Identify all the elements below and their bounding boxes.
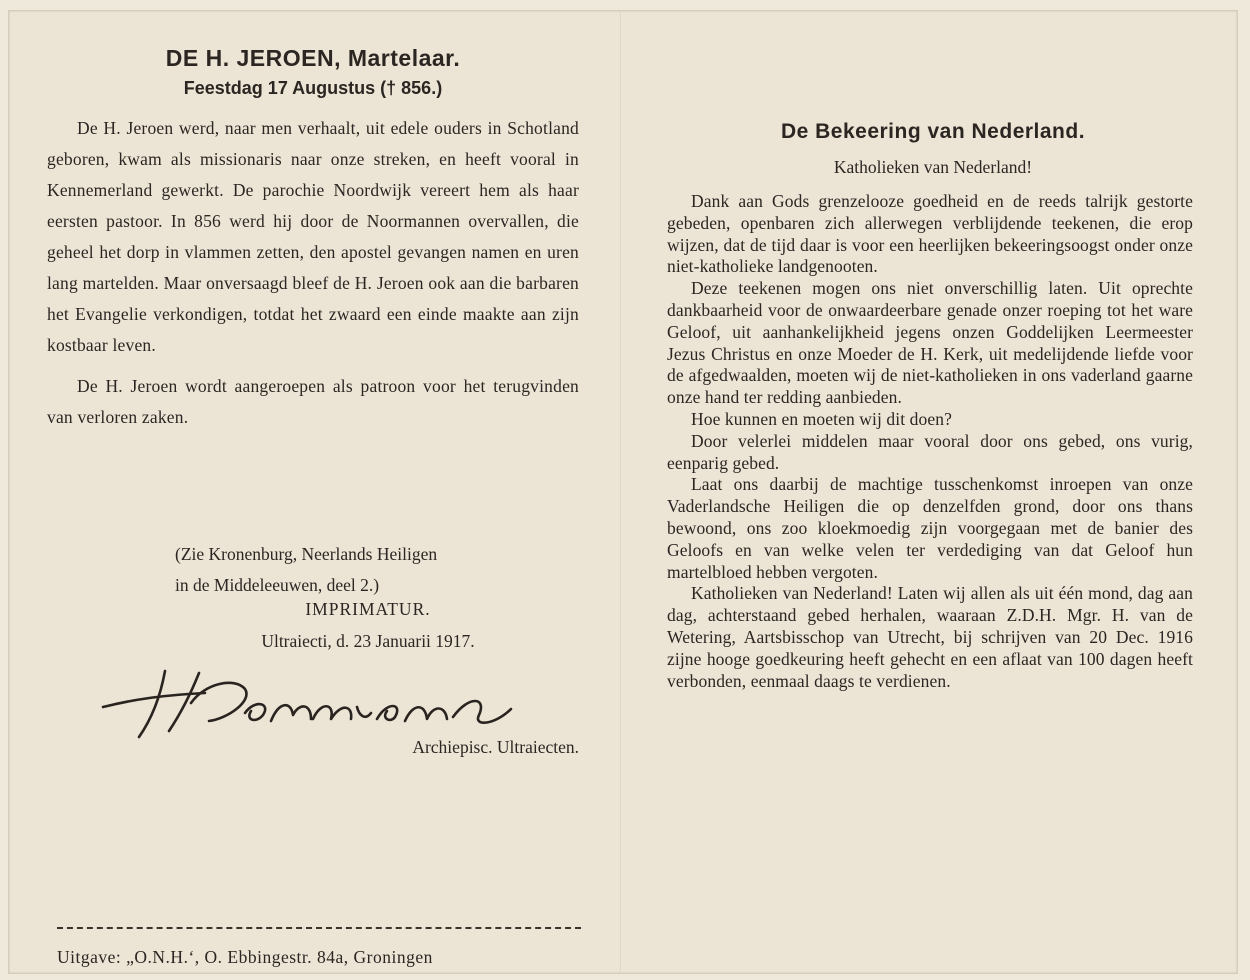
biography-paragraph: De H. Jeroen werd, naar men verhaalt, uit edele ouders in Schotland geboren, kwam als missionaris naar onze streken, en heeft vooral in Kennemerland gewerkt. De parochie Noordwijk vereert hem als haar eersten pastoor. In 856 werd hij door de Noormannen overvallen, die geheel het dorp in vlammen zetten, den apostel gevangen namen en uren lang martelden. Maar onversaagd bleef de H. Jeroen ook aan die barbaren het Evangelie verkondigen, totdat het zwaard een einde maakte aan zijn kostbaar leven. [47, 118, 579, 355]
feast-day: Feestdag 17 Augustus († 856.) [183, 78, 443, 98]
text-paragraph: Dank aan Gods grenzelooze goedheid en de reeds talrijk gestorte gebeden, openbaren zich allerwegen verblijdende teekenen, die erop wijzen, dat de tijd daar is voor een heerlijken bekeeringsoogst onder onze niet-katholieke landgenooten. [667, 191, 1193, 277]
text-paragraph: Deze teekenen mogen ons niet onverschillig laten. Uit oprechte dankbaarheid voor de onwaardeerbare genade onzer roeping tot het ware Geloof, uit aanhankelijkheid jegens onzen Goddelijken Leermeester Jezus Christus en onze Moeder de H. Kerk, uit medelijdende liefde voor de afgedwaalden, moeten wij de niet-katholieken in ons vaderland gaarne onze hand ter redding aanbieden. [667, 278, 1193, 408]
text-paragraph: Door velerlei middelen maar vooral door ons gebed, ons vurig, eenparig gebed. [667, 430, 1193, 473]
fold-line [620, 11, 622, 973]
patronage-paragraph: De H. Jeroen wordt aangeroepen als patroon voor het terugvinden van verloren zaken. [47, 376, 579, 427]
reference-line: in de Middeleeuwen, deel 2.) [175, 575, 380, 595]
conversion-text [667, 191, 1193, 692]
imprimatur: IMPRIMATUR. [305, 599, 431, 619]
signature-image [95, 663, 575, 743]
dashed-divider [57, 927, 581, 929]
text-paragraph: Katholieken van Nederland! Laten wij allen als uit één mond, dag aan dag, achterstaand gebed herhalen, waaraan Z.D.H. Mgr. H. van de Wetering, Aartsbisschop van Utrecht, bij schrijven van 20 Dec. 1916 zijne hooge goedkeuring heeft gehecht en een aflaat van 100 dagen heeft verbonden, eenmaal daags te verdienen. [667, 583, 1193, 691]
place-date: Ultraiecti, d. 23 Januarii 1917. [261, 631, 475, 651]
saint-title: DE H. JEROEN, Martelaar. [165, 45, 461, 71]
publisher-line: Uitgave: „O.N.H.‘, O. Ebbingestr. 84a, Groningen [57, 947, 433, 967]
source-reference [47, 539, 579, 601]
reference-line: (Zie Kronenburg, Neerlands Heiligen [175, 544, 438, 564]
text-paragraph: Hoe kunnen en moeten wij dit doen? [691, 408, 952, 429]
prayer-card [8, 10, 1238, 974]
archbishop-title: Archiepisc. Ultraiecten. [412, 737, 579, 757]
salutation: Katholieken van Nederland! [833, 157, 1033, 177]
saint-biography [47, 113, 579, 433]
conversion-title: De Bekeering van Nederland. [780, 120, 1086, 143]
text-paragraph: Laat ons daarbij de machtige tusschenkomst inroepen van onze Vaderlandsche Heiligen die op denzelfden grond, door ons thans bewoond, ons zoo kloekmoedig zijn voorgegaan met de banier des Geloofs en van welke velen ter verdediging van dat Geloof hun martelbloed hebben vergoten. [667, 474, 1193, 582]
